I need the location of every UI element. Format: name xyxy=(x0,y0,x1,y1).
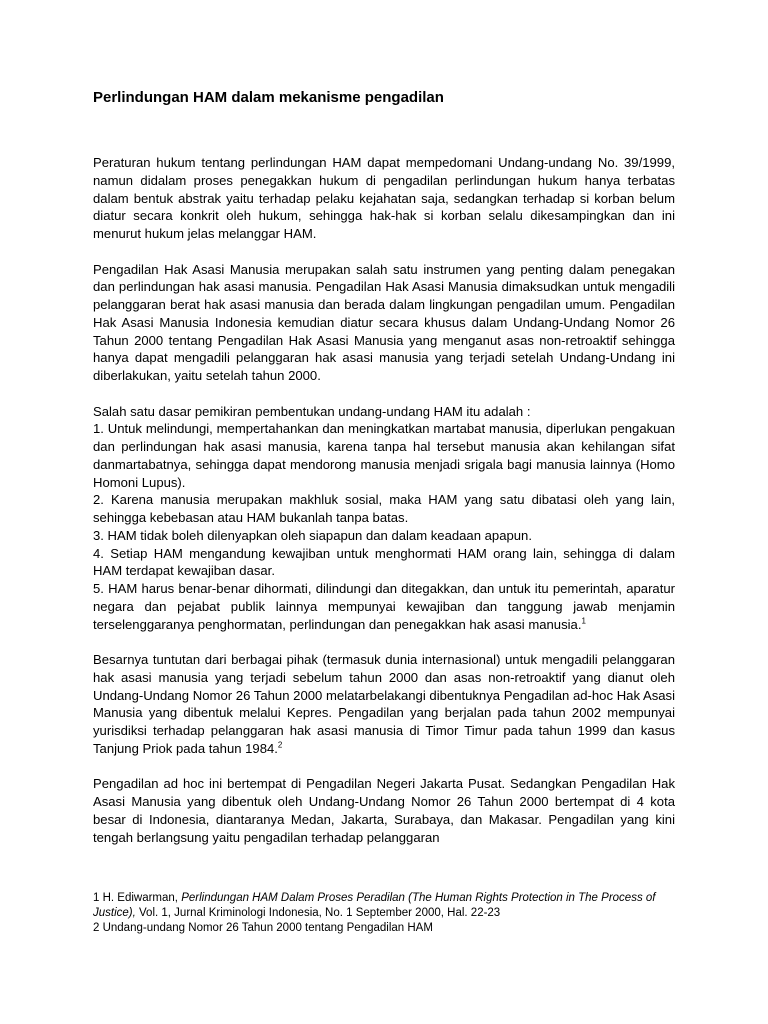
footnote-ref-1[interactable]: 1 xyxy=(581,616,586,626)
footnote-1-suffix: Vol. 1, Jurnal Kriminologi Indonesia, No. 1 September 2000, Hal. 22-23 xyxy=(135,907,501,919)
document-body xyxy=(93,88,675,864)
footnote-1-prefix: 1 H. Ediwarman, xyxy=(93,892,182,904)
list-item-3: 3. HAM tidak boleh dilenyapkan oleh siapapun dan dalam keadaan apapun. xyxy=(93,527,532,543)
footnote-1 xyxy=(93,891,675,921)
paragraph-3-wrapper xyxy=(93,651,675,758)
paragraph-2: Pengadilan Hak Asasi Manusia merupakan salah satu instrumen yang penting dalam penegakan dan perlindungan hak asasi manusia. Pengadilan Hak Asasi Manusia dimaksudkan untuk mengadili pelanggaran berat hak asasi manusia dan berada dalam lingkungan pengadilan umum. Pengadilan Hak Asasi Manusia Indonesia kemudian diatur secara khusus dalam Undang-Undang Nomor 26 Tahun 2000 tentang Pengadilan Hak Asasi Manusia yang menganut asas non-retroaktif sehingga hanya dapat mengadili pelanggaran hak asasi manusia yang terjadi setelah Undang-Undang ini diberlakukan, yaitu setelah tahun 2000. xyxy=(93,261,675,383)
footnotes xyxy=(93,891,675,936)
page-title: Perlindungan HAM dalam mekanisme pengadilan xyxy=(93,89,444,106)
basis-list xyxy=(93,403,675,634)
list-item-2: 2. Karena manusia merupakan makhluk sosial, maka HAM yang satu dibatasi oleh yang lain, sehingga kebebasan atau HAM bukanlah tanpa batas. xyxy=(93,492,675,525)
paragraph-1: Peraturan hukum tentang perlindungan HAM dapat mempedomani Undang-undang No. 39/1999, namun didalam proses penegakkan hukum di pengadilan perlindungan hukum hanya terbatas dalam bentuk abstrak yaitu terhadap pelaku kejahatan saja, sedangkan terhadap si korban belum diatur secara konkrit oleh hukum, sehingga hak-hak si korban selalu dikesampingkan dan ini menurut hukum jelas melanggar HAM. xyxy=(93,155,675,241)
list-item-4: 4. Setiap HAM mengandung kewajiban untuk menghormati HAM orang lain, sehingga di dalam HAM terdapat kewajiban dasar. xyxy=(93,545,675,579)
footnote-ref-2[interactable]: 2 xyxy=(277,740,283,750)
list-item-5: 5. HAM harus benar-benar dihormati, dilindungi dan ditegakkan, dan untuk itu pemerintah, aparatur negara dan pejabat publik lainnya mempunyai kewajiban dan tanggung jawab menjamin terselenggaranya penghormatan, perlindungan dan penegakkan hak asasi manusia. xyxy=(93,581,675,632)
list-item-5-wrapper xyxy=(93,580,675,633)
footnote-1-title: Perlindungan HAM Dalam Proses Peradilan (The Human Rights Protection in The Process of Justice), xyxy=(93,892,656,919)
list-item-1: 1. Untuk melindungi, mempertahankan dan meningkatkan martabat manusia, diperlukan pengakuan dan perlindungan hak asasi manusia, karena tanpa hal tersebut manusia akan kehilangan sifat danmartabatnya, sehingga dapat mendorong manusia menjadi srigala bagi manusia lainnya (Homo Homoni Lupus). xyxy=(93,421,675,490)
list-intro: Salah satu dasar pemikiran pembentukan undang-undang HAM itu adalah : xyxy=(93,403,531,419)
paragraph-3: Besarnya tuntutan dari berbagai pihak (termasuk dunia internasional) untuk mengadili pelanggaran hak asasi manusia yang terjadi sebelum tahun 2000 dan asas non-retroaktif yang dianut oleh Undang-Undang Nomor 26 Tahun 2000 melatarbelakangi dibentuknya Pengadilan ad-hoc Hak Asasi Manusia yang dibentuk melalui Kepres. Pengadilan yang berjalan pada tahun 2002 mempunyai yurisdiksi terhadap pelanggaran hak asasi manusia di Timor Timur pada tahun 1999 dan kasus Tanjung Priok pada tahun 1984. xyxy=(93,652,675,756)
footnote-2: 2 Undang-undang Nomor 26 Tahun 2000 tentang Pengadilan HAM xyxy=(93,922,433,934)
paragraph-4: Pengadilan ad hoc ini bertempat di Pengadilan Negeri Jakarta Pusat. Sedangkan Pengadilan Hak Asasi Manusia yang dibentuk oleh Undang-Undang Nomor 26 Tahun 2000 bertempat di 4 kota besar di Indonesia, diantaranya Medan, Jakarta, Surabaya, dan Makasar. Pengadilan yang kini tengah berlangsung yaitu pengadilan terhadap pelanggaran xyxy=(93,776,675,845)
